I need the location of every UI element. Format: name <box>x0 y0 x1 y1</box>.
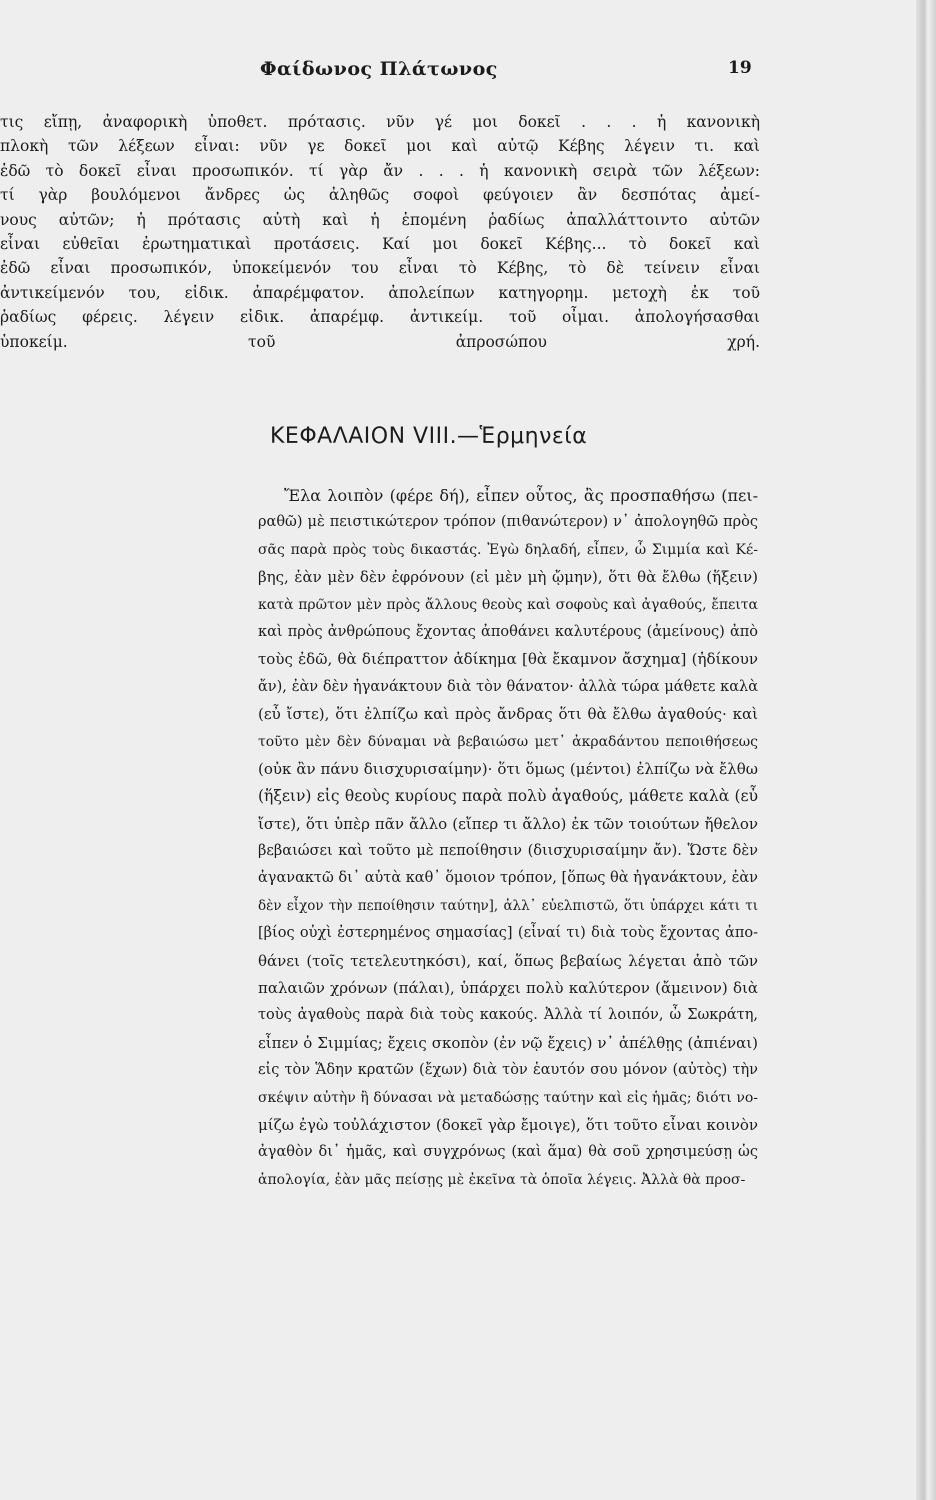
body-line: ἄν), ἐὰν δὲν ἠγανάκτουν διὰ τὸν θάνατον· ἀλλὰ τώρα μάθετε καλὰ <box>258 678 758 695</box>
body-line: καὶ πρὸς ἀνθρώπους ἔχοντας ἀποθάνει καλυτέρους (ἀμείνους) ἀπὸ <box>258 623 758 640</box>
body-line: σᾶς παρὰ πρὸς τοὺς δικαστάς. Ἐγὼ δηλαδή, εἶπεν, ὦ Σιμμία καὶ Κέ- <box>258 541 758 558</box>
translation-text <box>258 482 758 1194</box>
body-line: μίζω ἐγὼ τοὐλάχιστον (δοκεῖ γὰρ ἔμοιγε), ὅτι τοῦτο εἶναι κοινὸν <box>258 1115 758 1134</box>
note-line: ῥαδίως φέρεις. λέγειν εἰδικ. ἀπαρέμφ. ἀντικείμ. τοῦ οἶμαι. ἀπολογήσασθαι <box>0 308 760 327</box>
note-line: νους αὐτῶν; ἡ πρότασις αὐτὴ καὶ ἡ ἑπομένη ῥαδίως ἀπαλλάττοιντο αὐτῶν <box>0 210 760 229</box>
body-line: παλαιῶν χρόνων (πάλαι), ὑπάρχει πολὺ καλύτερον (ἄμεινον) διὰ <box>258 979 758 998</box>
body-line: εἰς τὸν Ἅδην κρατῶν (ἔχων) διὰ τὸν ἑαυτόν σου μόνον (αὐτὸς) τὴν <box>258 1062 758 1079</box>
body-line: (οὐκ ἂν πάνυ διισχυρισαίμην)· ὅτι ὅμως (μέντοι) ἐλπίζω νὰ ἔλθω <box>258 759 758 778</box>
note-line: ἐδῶ εἶναι προσωπικόν, ὑποκείμενόν του εἶναι τὸ Κέβης, τὸ δὲ τείνειν εἶναι <box>0 259 760 278</box>
body-line: (εὖ ἴστε), ὅτι ἐλπίζω καὶ πρὸς ἄνδρας ὅτι θὰ ἔλθω ἀγαθούς· καὶ <box>258 705 758 724</box>
note-line: ἀντικείμενόν του, εἰδικ. ἀπαρέμφατον. ἀπολείπων κατηγορημ. μετοχὴ ἐκ τοῦ <box>0 283 760 302</box>
body-line: ἀπολογία, ἐὰν μᾶς πείσῃς μὲ ἐκεῖνα τὰ ὁποῖα λέγεις. Ἀλλὰ θὰ προσ- <box>258 1171 746 1188</box>
body-line: τοὺς ἀγαθοὺς παρὰ διὰ τοὺς κακούς. Ἀλλὰ τί λοιπόν, ὦ Σωκράτη, <box>258 1007 758 1024</box>
body-line: κατὰ πρῶτον μὲν πρὸς ἄλλους θεοὺς καὶ σοφοὺς καὶ ἀγαθούς, ἔπειτα <box>258 596 758 613</box>
body-line: τοὺς ἐδῶ, θὰ διέπραττον ἀδίκημα [θὰ ἔκαμνον ἄσχημα] (ἠδίκουν <box>258 650 758 669</box>
page-number: 19 <box>728 58 752 78</box>
body-line: (ἥξειν) εἰς θεοὺς κυρίους παρὰ πολὺ ἀγαθούς, μάθετε καλὰ (εὖ <box>258 787 758 806</box>
body-line: θάνει (τοῖς τετελευτηκόσι), καί, ὅπως βεβαίως λέγεται ἀπὸ τῶν <box>258 951 758 970</box>
body-line: ἀγανακτῶ δι᾿ αὐτὰ καθ᾿ ὅμοιον τρόπον, [ὅπως θὰ ἠγανάκτουν, ἐὰν <box>258 870 758 887</box>
note-line: τις εἴπῃ, ἀναφορικὴ ὑποθετ. πρότασις. νῦν γέ μοι δοκεῖ . . . ἡ κανονικὴ <box>0 113 760 131</box>
page-edge <box>916 0 936 1500</box>
commentary-notes <box>0 110 760 354</box>
chapter-heading: ΚΕΦΑΛΑΙΟΝ VIII.—Ἑρμηνεία <box>270 424 588 449</box>
body-line: Ἔλα λοιπὸν (φέρε δή), εἶπεν οὗτος, ἂς προσπαθήσω (πει- <box>284 486 758 505</box>
running-title: Φαίδωνος Πλάτωνος <box>260 58 498 80</box>
body-line: βης, ἐὰν μὲν δὲν ἐφρόνουν (εἰ μὲν μὴ ᾤμην), ὅτι θὰ ἔλθω (ἥξειν) <box>258 568 758 587</box>
body-line: σκέψιν αὐτὴν ἢ δύνασαι νὰ μεταδώσῃς ταύτην καὶ εἰς ἡμᾶς; διότι νο- <box>258 1089 758 1106</box>
note-line: ὑποκείμ. τοῦ ἀπροσώπου χρή. <box>0 332 760 351</box>
note-line: πλοκὴ τῶν λέξεων εἶναι: νῦν γε δοκεῖ μοι καὶ αὐτῷ Κέβης λέγειν τι. καὶ <box>0 137 760 156</box>
body-line: δὲν εἶχον τὴν πεποίθησιν ταύτην], ἀλλ᾿ εὐελπιστῶ, ὅτι ὑπάρχει κάτι τι <box>258 897 758 914</box>
body-line: βεβαιώσει καὶ τοῦτο μὲ πεποίθησιν (διισχυρισαίμην ἄν). Ὥστε δὲν <box>258 843 758 860</box>
body-line: ἀγαθὸν δι᾿ ἡμᾶς, καὶ συγχρόνως (καὶ ἅμα) θὰ σοῦ χρησιμεύσῃ ὡς <box>258 1144 758 1161</box>
note-line: τί γὰρ βουλόμενοι ἄνδρες ὡς ἀληθῶς σοφοὶ φεύγοιεν ἂν δεσπότας ἀμεί- <box>0 186 760 205</box>
body-line: εἶπεν ὁ Σιμμίας; ἔχεις σκοπὸν (ἐν νῷ ἔχεις) ν᾿ ἀπέλθῃς (ἀπιέναι) <box>258 1033 758 1052</box>
body-line: [βίος οὐχὶ ἐστερημένος σημασίας] (εἶναί τι) διὰ τοὺς ἔχοντας ἀπο- <box>258 925 758 942</box>
body-line: τοῦτο μὲν δὲν δύναμαι νὰ βεβαιώσω μετ᾿ ἀκραδάντου πεποιθήσεως <box>258 733 758 750</box>
body-line: ἴστε), ὅτι ὑπὲρ πᾶν ἄλλο (εἴπερ τι ἄλλο) ἐκ τῶν τοιούτων ἤθελον <box>258 814 758 833</box>
body-line: ραθῶ) μὲ πειστικώτερον τρόπον (πιθανώτερον) ν᾿ ἀπολογηθῶ πρὸς <box>258 514 758 531</box>
note-line: εἶναι εὐθεῖαι ἐρωτηματικαὶ προτάσεις. Καί μοι δοκεῖ Κέβης... τὸ δοκεῖ καὶ <box>0 234 760 253</box>
page-header <box>0 58 780 88</box>
note-line: ἐδῶ τὸ δοκεῖ εἶναι προσωπικόν. τί γὰρ ἄν . . . ἡ κανονικὴ σειρὰ τῶν λέξεων: <box>0 161 760 180</box>
